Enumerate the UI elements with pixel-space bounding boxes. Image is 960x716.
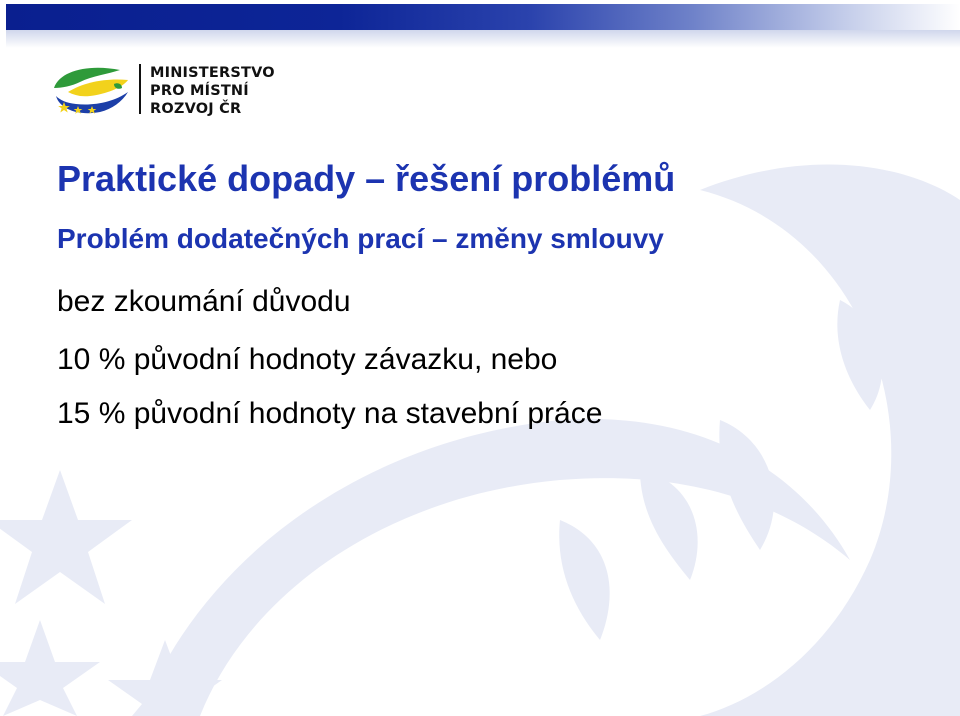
ministry-name [150, 64, 275, 118]
body-line-3: 15 % původní hodnoty na stavební práce [57, 397, 603, 430]
watermark-star-bottom-left [0, 620, 100, 716]
body-line-1: bez zkoumání důvodu [57, 285, 351, 318]
watermark-leaf-right-2 [640, 470, 698, 580]
watermark-leaf-lower [559, 520, 609, 640]
body-line-2: 10 % původní hodnoty závazku, nebo [57, 343, 558, 376]
ministry-name-line-1: MINISTERSTVO [150, 65, 275, 81]
watermark-leaf-right [719, 420, 774, 550]
slide-title: Praktické dopady – řešení problémů [57, 158, 676, 199]
watermark-star-left [0, 470, 132, 604]
ministry-emblem-icon [50, 62, 132, 116]
slide-subtitle: Problém dodatečných prací – změny smlouvy [57, 223, 664, 254]
ministry-logo [50, 62, 290, 118]
logo-divider [139, 64, 141, 114]
ministry-name-line-2: PRO MÍSTNÍ [150, 83, 249, 99]
ministry-name-line-3: ROZVOJ ČR [150, 101, 242, 117]
